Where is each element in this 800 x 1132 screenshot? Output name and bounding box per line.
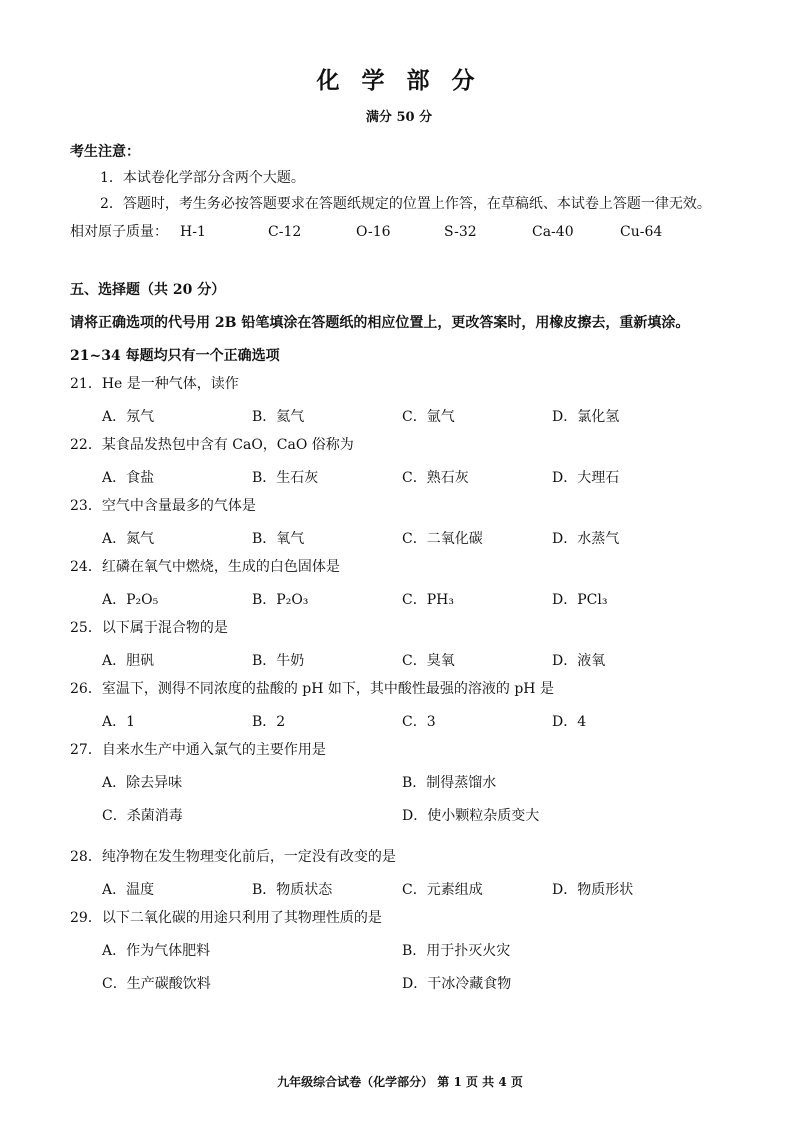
option-c: C．元素组成	[402, 882, 483, 898]
option-a: A．氖气	[102, 409, 155, 425]
option-b: B．物质状态	[252, 882, 333, 898]
option-d: D．使小颗粒杂质变大	[402, 808, 540, 824]
question-stem: 21．He 是一种气体，读作	[70, 376, 239, 392]
question-stem: 22．某食品发热包中含有 CaO，CaO 俗称为	[70, 437, 354, 453]
question-stem: 29．以下二氧化碳的用途只利用了其物理性质的是	[70, 910, 382, 926]
option-c: C．3	[402, 714, 436, 730]
option-row	[78, 880, 760, 900]
notice-item: 2．答题时，考生务必按答题要求在答题纸规定的位置上作答，在草稿纸、本试卷上答题一律无效。	[100, 196, 711, 212]
option-b: B．制得蒸馏水	[402, 775, 497, 791]
option-c: C．PH₃	[402, 592, 454, 608]
question-24	[70, 557, 760, 610]
question-22	[70, 435, 760, 488]
question-stem: 27．自来水生产中通入氯气的主要作用是	[70, 742, 326, 758]
atomic-mass-item: Ca-40	[532, 224, 574, 240]
question-26	[70, 679, 760, 732]
section-instruction: 请将正确选项的代号用 2B 铅笔填涂在答题纸的相应位置上，更改答案时，用橡皮擦去，重新填涂。	[70, 315, 690, 331]
option-b: B．氦气	[252, 409, 305, 425]
question-25	[70, 618, 760, 671]
option-row	[78, 529, 760, 549]
atomic-mass-item: O-16	[356, 224, 391, 240]
section-title: 五、选择题（共 20 分）	[70, 282, 226, 298]
option-a: A．氮气	[102, 531, 155, 547]
option-a: A．除去异味	[102, 775, 183, 791]
option-c: C．熟石灰	[402, 470, 469, 486]
atomic-mass-item: S-32	[444, 224, 477, 240]
question-21	[70, 374, 760, 427]
group-note: 21~34 每题均只有一个正确选项	[70, 348, 280, 364]
option-b: B．氧气	[252, 531, 305, 547]
question-stem: 23．空气中含量最多的气体是	[70, 498, 256, 514]
option-d: D．液氧	[552, 653, 606, 669]
question-stem: 28．纯净物在发生物理变化前后，一定没有改变的是	[70, 849, 396, 865]
option-c: C．臭氧	[402, 653, 455, 669]
option-a: A．食盐	[102, 470, 155, 486]
option-c: C．氩气	[402, 409, 455, 425]
question-23	[70, 496, 760, 549]
option-row	[78, 468, 760, 488]
option-d: D．4	[552, 714, 587, 730]
full-score: 满分 50 分	[365, 110, 433, 125]
option-a: A．1	[102, 714, 136, 730]
option-b: B．牛奶	[252, 653, 305, 669]
option-b: B．2	[252, 714, 286, 730]
option-c: C．二氧化碳	[402, 531, 483, 547]
option-c: C．杀菌消毒	[102, 808, 183, 824]
question-stem: 24．红磷在氧气中燃烧，生成的白色固体是	[70, 559, 340, 575]
question-28	[70, 847, 760, 900]
notice-item: 1．本试卷化学部分含两个大题。	[100, 170, 305, 186]
option-grid	[78, 773, 760, 839]
notice-heading: 考生注意：	[70, 144, 140, 160]
option-grid	[78, 941, 760, 1007]
page-title: 化 学 部 分	[316, 67, 482, 94]
question-stem: 26．室温下，测得不同浓度的盐酸的 pH 如下，其中酸性最强的溶液的 pH 是	[70, 681, 554, 697]
option-d: D．大理石	[552, 470, 620, 486]
option-a: A．作为气体肥料	[102, 943, 211, 959]
option-b: B．生石灰	[252, 470, 319, 486]
option-c: C．生产碳酸饮料	[102, 976, 211, 992]
atomic-mass-item: C-12	[268, 224, 302, 240]
option-a: A．温度	[102, 882, 155, 898]
option-a: A．胆矾	[102, 653, 155, 669]
option-d: D．PCl₃	[552, 592, 608, 608]
question-27	[70, 740, 760, 839]
question-stem: 25．以下属于混合物的是	[70, 620, 228, 636]
option-d: D．氯化氢	[552, 409, 620, 425]
option-row	[78, 651, 760, 671]
option-b: B．P₂O₃	[252, 592, 309, 608]
option-row	[78, 590, 760, 610]
option-d: D．物质形状	[552, 882, 634, 898]
option-a: A．P₂O₅	[102, 592, 159, 608]
atomic-mass-label: 相对原子质量：	[70, 224, 168, 240]
option-d: D．水蒸气	[552, 531, 620, 547]
option-b: B．用于扑灭火灾	[402, 943, 511, 959]
option-row	[78, 712, 760, 732]
question-29	[70, 908, 760, 1007]
option-d: D．干冰冷藏食物	[402, 976, 512, 992]
atomic-mass-row	[70, 222, 760, 242]
atomic-mass-item: H-1	[180, 224, 206, 240]
page-footer: 九年级综合试卷（化学部分） 第 1 页 共 4 页	[277, 1075, 523, 1089]
atomic-mass-item: Cu-64	[620, 224, 663, 240]
option-row	[78, 407, 760, 427]
